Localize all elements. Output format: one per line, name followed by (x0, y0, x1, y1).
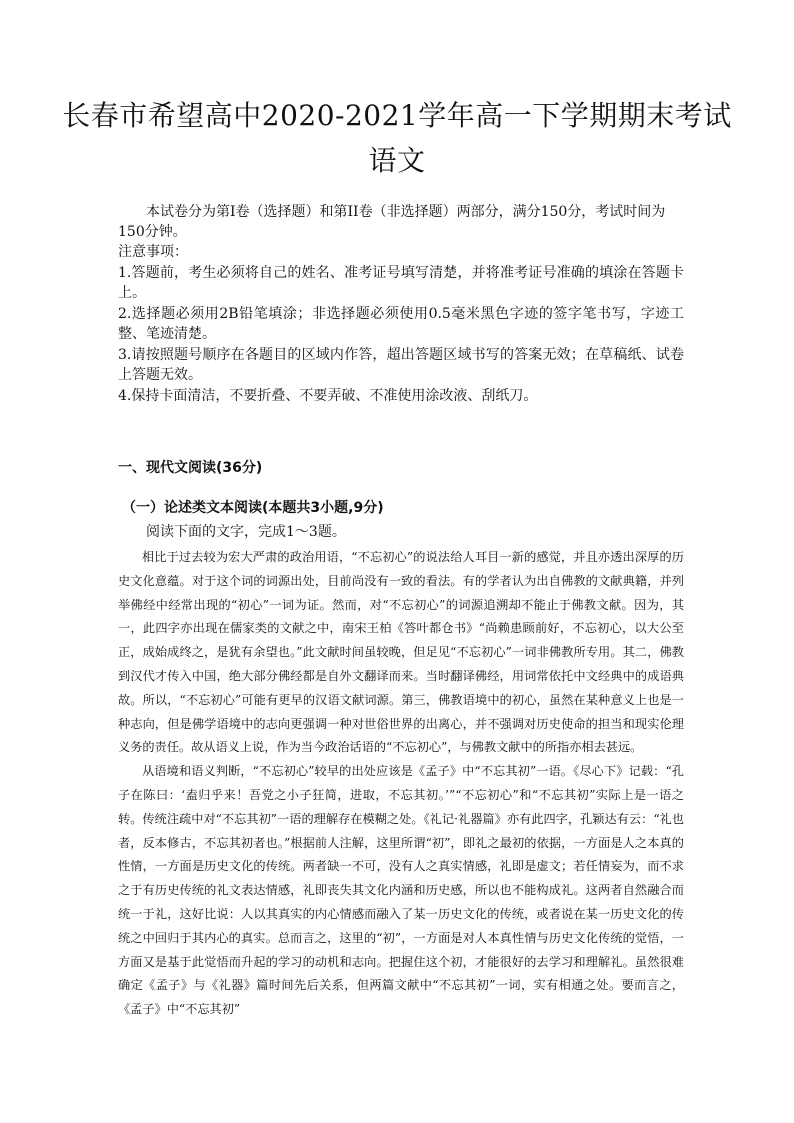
reading-instruction: 阅读下面的文字，完成1～3题。 (146, 524, 346, 540)
section-heading: 一、现代文阅读(36分) (118, 460, 263, 476)
notice-item: 1.答题前，考生必须将自己的姓名、准考证号填写清楚，并将准考证号准确的填涂在答题卡上。 (118, 264, 684, 301)
notice-item: 4.保持卡面清洁，不要折叠、不要弄破、不准使用涂改液、刮纸刀。 (118, 387, 538, 404)
passage-paragraph: 从语境和语义判断，“不忘初心”较早的出处应该是《孟子》中“不忘其初”一语。《尽心下》记载：“孔子在陈曰：‘盍归乎来！吾党之小子狂简，进取，不忘其初。’”“不忘初心”和“不忘其初”实际上是一语之转。传统注疏中对“不忘其初”一语的理解存在模糊之处。《礼记·礼器篇》亦有此四字，孔颖达有云：“礼也者，反本修古，不忘其初者也。”根据前人注解，这里所谓“初”，即礼之最初的依据，一方面是人之本真的性情，一方面是历史文化的传统。两者缺一不可，没有人之真实情感，礼即是虚文；若任情妄为，而不求之于有历史传统的礼文表达情感，礼即丧失其文化内涵和历史感，所以也不能构成礼。这两者自然融合而统一于礼，这好比说：人以其真实的内心情感而融入了某一历史文化的传统，或者说在某一历史文化的传统之中回归于其内心的真实。总而言之，这里的“初”，一方面是对人本真性情与历史文化传统的觉悟，一方面又是基于此觉悟而升起的学习的动机和志向。把握住这个初，才能很好的去学习和理解礼。虽然很难确定《孟子》与《礼器》篇时间先后关系，但两篇文献中“不忘其初”一词，实有相通之处。要而言之，《孟子》中“不忘其初” (118, 764, 684, 1017)
intro-text: 本试卷分为第I卷（选择题）和第II卷（非选择题）两部分，满分150分，考试时间为150分钟。 (118, 204, 666, 240)
reading-passage (118, 546, 684, 1022)
exam-title: 长春市希望高中2020-2021学年高一下学期期末考试 (62, 99, 732, 132)
exam-intro (118, 202, 684, 242)
notice-item: 2.选择题必须用2B铅笔填涂；非选择题必须使用0.5毫米黑色字迹的签字笔书写，字迹工整、笔迹清楚。 (118, 305, 684, 342)
notice-item: 3.请按照题号顺序在各题目的区域内作答，超出答题区域书写的答案无效；在草稿纸、试卷上答题无效。 (118, 346, 684, 383)
exam-subject: 语文 (368, 144, 426, 177)
notice-heading: 注意事项： (118, 244, 188, 260)
passage-paragraph: 相比于过去较为宏大严肃的政治用语，“不忘初心”的说法给人耳目一新的感觉，并且亦透出深厚的历史文化意蕴。对于这个词的词源出处，目前尚没有一致的看法。有的学者认为出自佛教的文献典籍，并列举佛经中经常出现的“初心”一词为证。然而，对“不忘初心”的词源追溯却不能止于佛教文献。因为，其一，此四字亦出现在儒家类的文献之中，南宋王柏《答叶都仓书》“尚赖患顾前好，不忘初心，以大公至正，成始成终之，是犹有余望也。”此文献时间虽较晚，但足见“不忘初心”一词非佛教所专用。其二，佛教到汉代才传入中国，绝大部分佛经都是自外文翻译而来。当时翻译佛经，用词常依托中文经典中的成语典故。所以，“不忘初心”可能有更早的汉语文献词源。第三，佛教语境中的初心，虽然在某种意义上也是一种志向，但是佛学语境中的志向更强调一种对世俗世界的出离心，并不强调对历史使命的担当和现实伦理义务的责任。故从语义上说，作为当今政治话语的“不忘初心”，与佛教文献中的所指亦相去甚远。 (118, 550, 684, 755)
subsection-heading: （一）论述类文本阅读(本题共3小题,9分) (122, 500, 384, 516)
notice-block (118, 242, 684, 406)
